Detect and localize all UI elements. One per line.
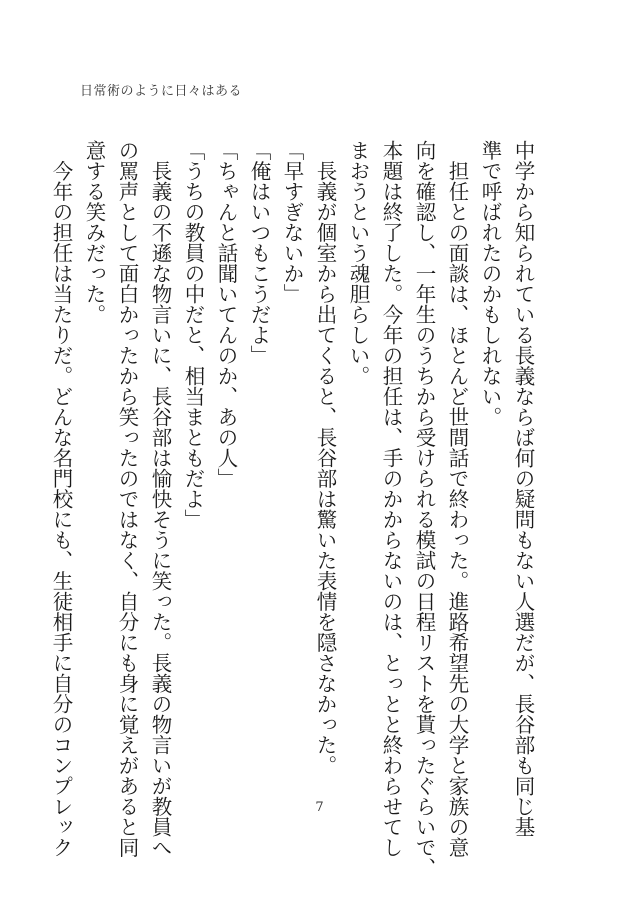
text-line: 中学から知られている長義ならば何の疑問もない人選だが、長谷部も同じ基 <box>511 140 535 837</box>
page-number: 7 <box>315 800 324 815</box>
text-line: 担任との面談は、ほとんど世間話で終わった。進路希望先の大学と家族の意 <box>445 140 469 858</box>
vertical-body-text <box>44 140 539 878</box>
text-line: 「早すぎないか」 <box>280 140 304 304</box>
text-line: 意する笑みだった。 <box>82 140 106 325</box>
text-line: 「ちゃんと話聞いてんのか、あの人」 <box>214 140 238 489</box>
text-line: 向を確認し、一年生のうちから受けられる模試の日程リストを貰ったぐらいで、 <box>412 140 436 878</box>
text-line: 「うちの教員の中だと、相当まともだよ」 <box>181 140 205 530</box>
running-title: 日常術のように日々はある <box>80 84 243 99</box>
text-line: 長義が個室から出てくると、長谷部は驚いた表情を隠さなかった。 <box>313 140 337 776</box>
text-line: 今年の担任は当たりだ。どんな名門校にも、生徒相手に自分のコンプレック <box>49 140 73 858</box>
text-line: 準で呼ばれたのかもしれない。 <box>478 140 502 427</box>
text-line: 「俺はいつもこうだよ」 <box>247 140 271 366</box>
text-line: 長義の不遜な物言いに、長谷部は愉快そうに笑った。長義の物言いが教員へ <box>148 140 172 858</box>
text-line: 本題は終了した。今年の担任は、手のかからないのは、とっとと終わらせてし <box>379 140 403 858</box>
text-line: の罵声として面白かったから笑ったのではなく、自分にも身に覚えがあると同 <box>115 140 139 858</box>
text-line: まおうという魂胆らしい。 <box>346 140 370 386</box>
